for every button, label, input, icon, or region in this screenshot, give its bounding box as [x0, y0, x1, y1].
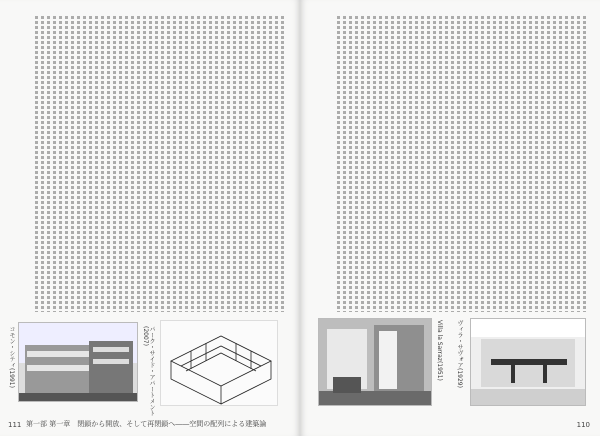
caption-photo-d: ヴィラ・サヴォア(1929)	[456, 320, 463, 388]
caption-photo-c: Villa la Sarraz(1951)	[436, 320, 443, 381]
caption-photo-b: パーク・サイド・アパートメント(2007)	[142, 326, 155, 416]
running-header-left: 第一部 第一章 閉鎖から開放、そして再閉鎖へ――空間の配列による建築論	[26, 420, 267, 428]
photo-interior-left	[318, 318, 432, 406]
page-number-left: 111	[8, 421, 22, 429]
right-page	[300, 0, 600, 436]
axonometric-drawing	[160, 320, 278, 406]
body-text-left	[16, 16, 284, 312]
body-text-right	[316, 16, 586, 312]
page-number-right: 110	[576, 421, 590, 429]
photo-housing	[18, 322, 138, 402]
photo-interior-right	[470, 318, 586, 406]
caption-photo-a: コモン・シティ(1991)	[8, 326, 15, 388]
